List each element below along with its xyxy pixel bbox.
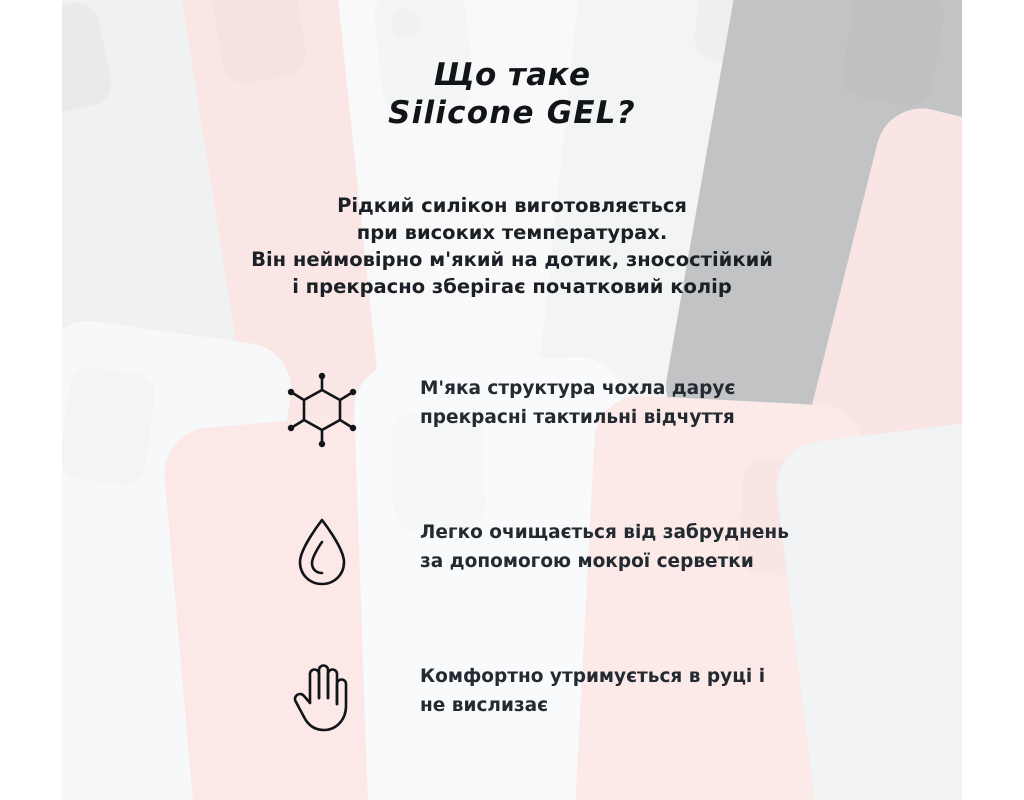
lead-line-1: Рідкий силікон виготовляється bbox=[337, 194, 687, 217]
feature-item-soft-structure bbox=[280, 360, 920, 504]
title-line-2: Silicone GEL? bbox=[388, 95, 636, 131]
poster-content bbox=[62, 0, 962, 800]
feature-text bbox=[420, 374, 890, 432]
feature-text bbox=[420, 662, 890, 720]
feature-line-1: Легко очищається від забруднень bbox=[420, 522, 789, 543]
feature-list bbox=[280, 360, 920, 792]
molecule-icon bbox=[280, 368, 364, 452]
title-line-1: Що таке bbox=[433, 57, 591, 93]
feature-item-easy-clean bbox=[280, 504, 920, 648]
left-margin bbox=[0, 0, 62, 800]
feature-line-2: за допомогою мокрої серветки bbox=[420, 551, 754, 572]
feature-text bbox=[420, 518, 890, 576]
water-drop-icon bbox=[280, 512, 364, 596]
page-title bbox=[62, 56, 962, 132]
right-margin bbox=[962, 0, 1024, 800]
feature-line-1: М'яка структура чохла дарує bbox=[420, 378, 736, 399]
lead-line-2: при високих температурах. bbox=[356, 221, 668, 244]
feature-line-2: не вислизає bbox=[420, 695, 549, 716]
feature-line-1: Комфортно утримується в руці і bbox=[420, 666, 766, 687]
lead-line-4: і прекрасно зберігає початковий колір bbox=[292, 275, 732, 298]
hand-icon bbox=[280, 656, 364, 740]
lead-paragraph bbox=[62, 192, 962, 300]
feature-item-comfort-grip bbox=[280, 648, 920, 792]
lead-line-3: Він неймовірно м'який на дотик, зносостійкий bbox=[251, 248, 773, 271]
feature-line-2: прекрасні тактильні відчуття bbox=[420, 407, 735, 428]
